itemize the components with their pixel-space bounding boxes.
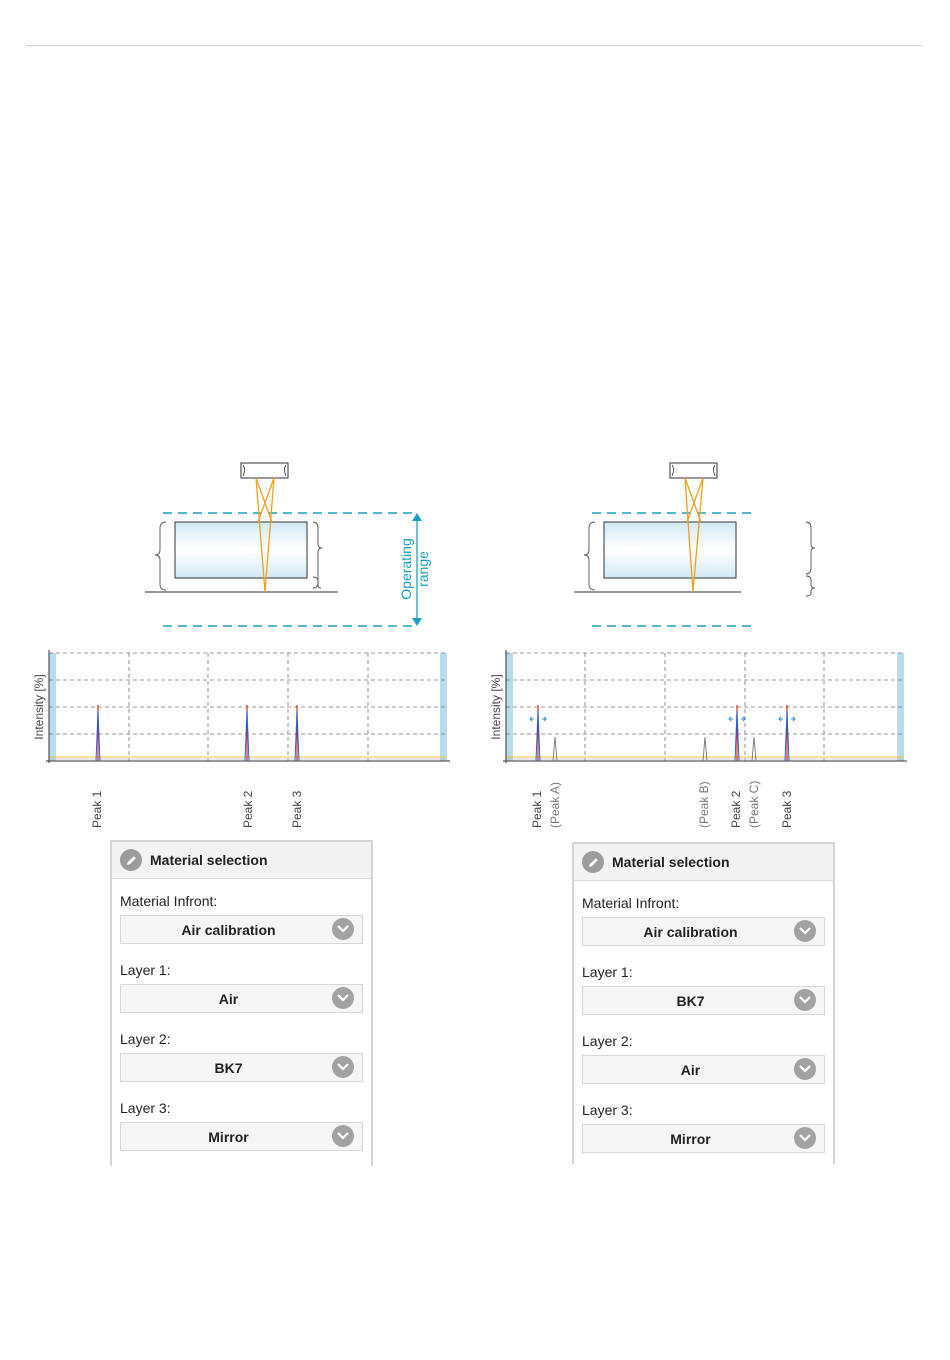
peak-1-mark bbox=[530, 705, 546, 761]
right-peak-a-label: (Peak A) bbox=[548, 781, 562, 828]
layer-2-label: Layer 2: bbox=[120, 1031, 171, 1047]
chevron-down-icon[interactable] bbox=[794, 920, 816, 942]
layer-3-label: Layer 3: bbox=[120, 1100, 171, 1116]
glass-sample bbox=[175, 522, 307, 578]
select-value: BK7 bbox=[676, 992, 705, 1009]
chevron-down-icon[interactable] bbox=[332, 918, 354, 940]
select-value: Air calibration bbox=[643, 923, 738, 940]
peak-3-mark bbox=[295, 705, 299, 761]
chevron-down-icon[interactable] bbox=[794, 1127, 816, 1149]
select-value: Air bbox=[680, 1061, 701, 1078]
sensor-head bbox=[670, 463, 717, 478]
right-peak-1-label: Peak 1 bbox=[530, 790, 544, 828]
layer-2-select[interactable] bbox=[120, 1053, 363, 1082]
layer-1-select[interactable] bbox=[120, 984, 363, 1013]
select-value: Mirror bbox=[208, 1128, 249, 1145]
panel-header bbox=[574, 844, 833, 881]
select-value: Air bbox=[218, 990, 239, 1007]
peak-2-mark bbox=[245, 705, 249, 761]
left-peak-1-label: Peak 1 bbox=[90, 790, 104, 828]
chevron-down-icon[interactable] bbox=[332, 987, 354, 1009]
panel-title: Material selection bbox=[612, 854, 730, 870]
peak-3-mark bbox=[779, 705, 795, 761]
left-scene bbox=[0, 455, 475, 835]
left-intensity-chart bbox=[32, 650, 450, 828]
pencil-icon[interactable] bbox=[120, 849, 142, 871]
right-peak-3-label: Peak 3 bbox=[780, 790, 794, 828]
panel-title: Material selection bbox=[150, 852, 268, 868]
right-y-axis-label: Intensity [%] bbox=[489, 674, 503, 740]
right-scene-svg bbox=[475, 455, 950, 835]
layer-1-label: Layer 1: bbox=[582, 964, 633, 980]
right-scene bbox=[475, 455, 950, 835]
top-divider bbox=[26, 45, 922, 46]
material-infront-label: Material Infront: bbox=[582, 895, 680, 911]
sensor-head bbox=[241, 463, 288, 478]
material-infront-label: Material Infront: bbox=[120, 893, 218, 909]
right-brace-lower bbox=[806, 576, 815, 596]
select-value: Mirror bbox=[670, 1130, 711, 1147]
left-y-axis-label: Intensity [%] bbox=[32, 674, 46, 740]
right-peak-b-label: (Peak B) bbox=[697, 781, 711, 828]
left-brace bbox=[584, 522, 595, 590]
chevron-down-icon[interactable] bbox=[332, 1125, 354, 1147]
layer-2-select[interactable] bbox=[582, 1055, 825, 1084]
pencil-icon[interactable] bbox=[582, 851, 604, 873]
right-intensity-chart bbox=[489, 650, 907, 828]
layer-1-label: Layer 1: bbox=[120, 962, 171, 978]
chevron-down-icon[interactable] bbox=[332, 1056, 354, 1078]
left-peak-3-label: Peak 3 bbox=[290, 790, 304, 828]
layer-3-select[interactable] bbox=[120, 1122, 363, 1151]
panel-header bbox=[112, 842, 371, 879]
right-peak-2-label: Peak 2 bbox=[729, 790, 743, 828]
peak-1-mark bbox=[96, 705, 100, 761]
layer-1-select[interactable] bbox=[582, 986, 825, 1015]
chevron-down-icon[interactable] bbox=[794, 989, 816, 1011]
select-value: Air calibration bbox=[181, 921, 276, 938]
operating-range-label-2: range bbox=[415, 551, 431, 587]
layer-2-label: Layer 2: bbox=[582, 1033, 633, 1049]
left-material-selection-panel bbox=[110, 840, 373, 1166]
layer-3-label: Layer 3: bbox=[582, 1102, 633, 1118]
peak-2-mark bbox=[729, 705, 745, 761]
operating-range-label-1: Operating bbox=[398, 538, 414, 600]
glass-sample bbox=[604, 522, 736, 578]
right-peak-c-label: (Peak C) bbox=[747, 780, 761, 828]
select-value: BK7 bbox=[214, 1059, 243, 1076]
right-material-selection-panel bbox=[572, 842, 835, 1164]
right-brace-upper bbox=[806, 522, 815, 574]
left-brace bbox=[155, 522, 166, 590]
layer-3-select[interactable] bbox=[582, 1124, 825, 1153]
material-infront-select[interactable] bbox=[120, 915, 363, 944]
material-infront-select[interactable] bbox=[582, 917, 825, 946]
left-scene-svg bbox=[0, 455, 475, 835]
left-peak-2-label: Peak 2 bbox=[241, 790, 255, 828]
chevron-down-icon[interactable] bbox=[794, 1058, 816, 1080]
